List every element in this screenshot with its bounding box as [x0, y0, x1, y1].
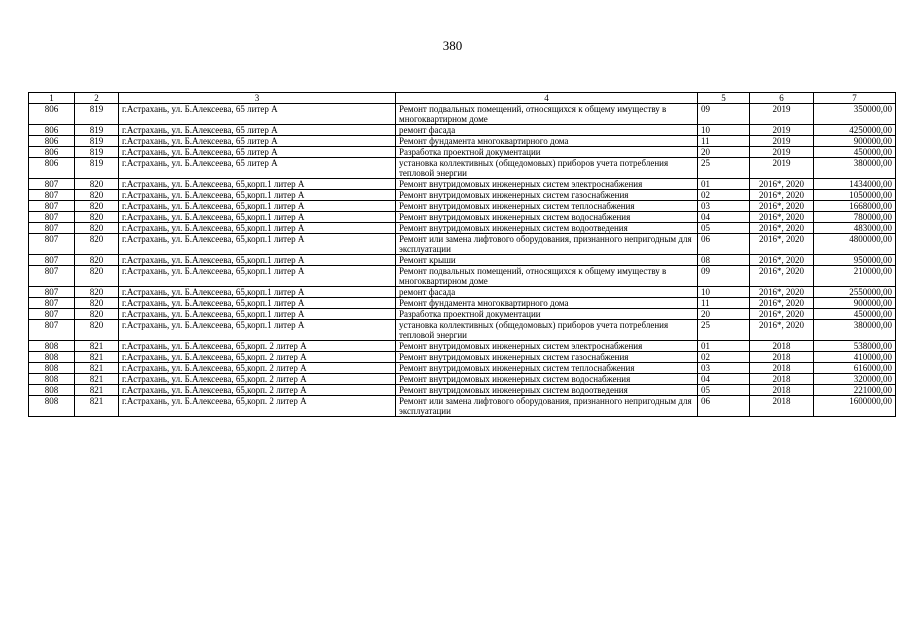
cell-year: 2018 — [750, 363, 814, 374]
table-row — [29, 104, 896, 125]
table-row — [29, 136, 896, 147]
cell-address: г.Астрахань, ул. Б.Алексеева, 65,корп. 2 литер А — [119, 374, 396, 385]
cell-id: 807 — [29, 287, 75, 298]
cell-id: 807 — [29, 179, 75, 190]
cell-work-type: Ремонт внутридомовых инженерных систем водоснабжения — [396, 374, 698, 385]
cell-work-code: 20 — [698, 147, 750, 158]
cell-cost: 950000,00 — [814, 255, 896, 266]
column-header: 2 — [75, 93, 119, 104]
cell-number: 820 — [75, 223, 119, 234]
column-header: 1 — [29, 93, 75, 104]
cell-cost: 538000,00 — [814, 341, 896, 352]
cell-year: 2016*, 2020 — [750, 190, 814, 201]
cell-work-type: Ремонт внутридомовых инженерных систем электроснабжения — [396, 341, 698, 352]
cell-address: г.Астрахань, ул. Б.Алексеева, 65,корп.1 литер А — [119, 320, 396, 341]
cell-address: г.Астрахань, ул. Б.Алексеева, 65,корп. 2 литер А — [119, 352, 396, 363]
cell-number: 821 — [75, 363, 119, 374]
cell-number: 820 — [75, 179, 119, 190]
cell-year: 2019 — [750, 125, 814, 136]
cell-year: 2016*, 2020 — [750, 320, 814, 341]
cell-work-code: 06 — [698, 396, 750, 417]
cell-number: 821 — [75, 352, 119, 363]
cell-number: 820 — [75, 298, 119, 309]
cell-number: 821 — [75, 374, 119, 385]
cell-work-type: Ремонт подвальных помещений, относящихся к общему имуществу в многоквартирном доме — [396, 104, 698, 125]
table-row — [29, 320, 896, 341]
cell-address: г.Астрахань, ул. Б.Алексеева, 65,корп.1 литер А — [119, 287, 396, 298]
cell-work-type: Ремонт или замена лифтового оборудования, признанного непригодным для эксплуатации — [396, 234, 698, 255]
column-header: 4 — [396, 93, 698, 104]
cell-address: г.Астрахань, ул. Б.Алексеева, 65,корп. 2 литер А — [119, 396, 396, 417]
cell-id: 808 — [29, 385, 75, 396]
cell-work-code: 25 — [698, 158, 750, 179]
cell-work-type: Ремонт внутридомовых инженерных систем теплоснабжения — [396, 363, 698, 374]
cell-work-code: 09 — [698, 266, 750, 287]
cell-work-code: 02 — [698, 352, 750, 363]
cell-work-type: Ремонт внутридомовых инженерных систем электроснабжения — [396, 179, 698, 190]
cell-address: г.Астрахань, ул. Б.Алексеева, 65 литер А — [119, 104, 396, 125]
cell-address: г.Астрахань, ул. Б.Алексеева, 65 литер А — [119, 125, 396, 136]
cell-id: 807 — [29, 223, 75, 234]
cell-address: г.Астрахань, ул. Б.Алексеева, 65,корп.1 литер А — [119, 223, 396, 234]
cell-id: 807 — [29, 309, 75, 320]
cell-id: 807 — [29, 212, 75, 223]
table-row — [29, 352, 896, 363]
cell-address: г.Астрахань, ул. Б.Алексеева, 65,корп.1 литер А — [119, 179, 396, 190]
table-row — [29, 374, 896, 385]
cell-work-code: 05 — [698, 385, 750, 396]
cell-work-type: Ремонт фундамента многоквартирного дома — [396, 298, 698, 309]
cell-number: 819 — [75, 158, 119, 179]
column-header: 6 — [750, 93, 814, 104]
cell-id: 808 — [29, 352, 75, 363]
cell-work-code: 02 — [698, 190, 750, 201]
cell-work-type: Ремонт или замена лифтового оборудования, признанного непригодным для эксплуатации — [396, 396, 698, 417]
cell-number: 820 — [75, 320, 119, 341]
cell-work-code: 10 — [698, 125, 750, 136]
cell-address: г.Астрахань, ул. Б.Алексеева, 65,корп. 2 литер А — [119, 341, 396, 352]
cell-cost: 1434000,00 — [814, 179, 896, 190]
cell-id: 807 — [29, 266, 75, 287]
cell-year: 2016*, 2020 — [750, 223, 814, 234]
cell-year: 2019 — [750, 158, 814, 179]
cell-work-code: 01 — [698, 341, 750, 352]
cell-cost: 450000,00 — [814, 147, 896, 158]
cell-id: 806 — [29, 147, 75, 158]
cell-work-code: 04 — [698, 374, 750, 385]
cell-year: 2019 — [750, 136, 814, 147]
cell-work-code: 03 — [698, 201, 750, 212]
table-row — [29, 125, 896, 136]
table-row — [29, 190, 896, 201]
cell-id: 807 — [29, 255, 75, 266]
cell-address: г.Астрахань, ул. Б.Алексеева, 65,корп. 2 литер А — [119, 363, 396, 374]
cell-cost: 4800000,00 — [814, 234, 896, 255]
cell-cost: 900000,00 — [814, 298, 896, 309]
cell-address: г.Астрахань, ул. Б.Алексеева, 65 литер А — [119, 147, 396, 158]
cell-year: 2016*, 2020 — [750, 287, 814, 298]
cell-id: 806 — [29, 136, 75, 147]
cell-cost: 900000,00 — [814, 136, 896, 147]
cell-number: 820 — [75, 287, 119, 298]
cell-address: г.Астрахань, ул. Б.Алексеева, 65,корп.1 литер А — [119, 201, 396, 212]
table-row — [29, 255, 896, 266]
cell-year: 2016*, 2020 — [750, 179, 814, 190]
table-row — [29, 385, 896, 396]
table-row — [29, 158, 896, 179]
cell-work-type: Ремонт внутридомовых инженерных систем водоотведения — [396, 385, 698, 396]
cell-id: 808 — [29, 341, 75, 352]
cell-id: 808 — [29, 396, 75, 417]
cell-work-code: 01 — [698, 179, 750, 190]
cell-number: 820 — [75, 309, 119, 320]
cell-cost: 380000,00 — [814, 158, 896, 179]
cell-work-code: 11 — [698, 136, 750, 147]
cell-number: 819 — [75, 147, 119, 158]
cell-year: 2019 — [750, 147, 814, 158]
column-header: 3 — [119, 93, 396, 104]
column-header: 7 — [814, 93, 896, 104]
cell-work-code: 03 — [698, 363, 750, 374]
cell-address: г.Астрахань, ул. Б.Алексеева, 65,корп.1 литер А — [119, 309, 396, 320]
cell-year: 2018 — [750, 385, 814, 396]
cell-work-type: Ремонт внутридомовых инженерных систем водоотведения — [396, 223, 698, 234]
cell-work-code: 20 — [698, 309, 750, 320]
cell-work-type: Разработка проектной документации — [396, 309, 698, 320]
cell-id: 806 — [29, 125, 75, 136]
cell-cost: 780000,00 — [814, 212, 896, 223]
cell-address: г.Астрахань, ул. Б.Алексеева, 65 литер А — [119, 158, 396, 179]
cell-cost: 1600000,00 — [814, 396, 896, 417]
cell-cost: 410000,00 — [814, 352, 896, 363]
cell-number: 819 — [75, 136, 119, 147]
table-row — [29, 147, 896, 158]
cell-cost: 616000,00 — [814, 363, 896, 374]
cell-work-code: 08 — [698, 255, 750, 266]
cell-year: 2019 — [750, 104, 814, 125]
cell-year: 2018 — [750, 352, 814, 363]
cell-address: г.Астрахань, ул. Б.Алексеева, 65,корп.1 литер А — [119, 255, 396, 266]
cell-cost: 1050000,00 — [814, 190, 896, 201]
cell-year: 2016*, 2020 — [750, 298, 814, 309]
cell-number: 821 — [75, 341, 119, 352]
cell-number: 821 — [75, 385, 119, 396]
cell-cost: 320000,00 — [814, 374, 896, 385]
cell-year: 2016*, 2020 — [750, 255, 814, 266]
cell-year: 2016*, 2020 — [750, 309, 814, 320]
cell-number: 820 — [75, 190, 119, 201]
cell-cost: 221000,00 — [814, 385, 896, 396]
cell-work-type: Ремонт внутридомовых инженерных систем газоснабжения — [396, 352, 698, 363]
cell-cost: 210000,00 — [814, 266, 896, 287]
cell-number: 819 — [75, 125, 119, 136]
cell-work-code: 04 — [698, 212, 750, 223]
cell-work-code: 05 — [698, 223, 750, 234]
cell-address: г.Астрахань, ул. Б.Алексеева, 65,корп.1 литер А — [119, 212, 396, 223]
cell-address: г.Астрахань, ул. Б.Алексеева, 65 литер А — [119, 136, 396, 147]
cell-id: 807 — [29, 201, 75, 212]
cell-number: 819 — [75, 104, 119, 125]
header-row — [29, 93, 896, 104]
table-body — [29, 104, 896, 417]
cell-id: 807 — [29, 298, 75, 309]
cell-year: 2016*, 2020 — [750, 234, 814, 255]
cell-number: 820 — [75, 266, 119, 287]
page-number: 380 — [442, 38, 463, 53]
cell-work-code: 10 — [698, 287, 750, 298]
cell-id: 806 — [29, 158, 75, 179]
cell-work-type: Разработка проектной документации — [396, 147, 698, 158]
cell-year: 2016*, 2020 — [750, 212, 814, 223]
cell-work-type: Ремонт крыши — [396, 255, 698, 266]
cell-year: 2018 — [750, 341, 814, 352]
cell-id: 807 — [29, 234, 75, 255]
cell-number: 820 — [75, 201, 119, 212]
cell-work-type: ремонт фасада — [396, 125, 698, 136]
cell-number: 820 — [75, 255, 119, 266]
cell-work-type: Ремонт внутридомовых инженерных систем газоснабжения — [396, 190, 698, 201]
cell-address: г.Астрахань, ул. Б.Алексеева, 65,корп.1 литер А — [119, 234, 396, 255]
cell-cost: 4250000,00 — [814, 125, 896, 136]
table-row — [29, 223, 896, 234]
cell-work-type: Ремонт подвальных помещений, относящихся к общему имуществу в многоквартирном доме — [396, 266, 698, 287]
cell-id: 806 — [29, 104, 75, 125]
cell-work-type: Ремонт внутридомовых инженерных систем водоснабжения — [396, 212, 698, 223]
cell-id: 808 — [29, 363, 75, 374]
table-row — [29, 298, 896, 309]
cell-year: 2016*, 2020 — [750, 201, 814, 212]
cell-id: 807 — [29, 190, 75, 201]
cell-work-type: установка коллективных (общедомовых) приборов учета потребления тепловой энергии — [396, 320, 698, 341]
cell-year: 2016*, 2020 — [750, 266, 814, 287]
cell-work-type: Ремонт внутридомовых инженерных систем теплоснабжения — [396, 201, 698, 212]
cell-work-type: установка коллективных (общедомовых) приборов учета потребления тепловой энергии — [396, 158, 698, 179]
cell-cost: 2550000,00 — [814, 287, 896, 298]
cell-id: 808 — [29, 374, 75, 385]
cell-work-code: 09 — [698, 104, 750, 125]
table-row — [29, 234, 896, 255]
table-row — [29, 287, 896, 298]
cell-cost: 380000,00 — [814, 320, 896, 341]
cell-address: г.Астрахань, ул. Б.Алексеева, 65,корп. 2 литер А — [119, 385, 396, 396]
cell-id: 807 — [29, 320, 75, 341]
cell-address: г.Астрахань, ул. Б.Алексеева, 65,корп.1 литер А — [119, 298, 396, 309]
cell-address: г.Астрахань, ул. Б.Алексеева, 65,корп.1 литер А — [119, 190, 396, 201]
column-header: 5 — [698, 93, 750, 104]
cell-work-code: 25 — [698, 320, 750, 341]
cell-work-code: 06 — [698, 234, 750, 255]
table-row — [29, 179, 896, 190]
cell-work-code: 11 — [698, 298, 750, 309]
cell-cost: 350000,00 — [814, 104, 896, 125]
table-row — [29, 212, 896, 223]
cell-cost: 450000,00 — [814, 309, 896, 320]
table-row — [29, 396, 896, 417]
cell-cost: 483000,00 — [814, 223, 896, 234]
cell-work-type: ремонт фасада — [396, 287, 698, 298]
cell-cost: 1668000,00 — [814, 201, 896, 212]
cell-work-type: Ремонт фундамента многоквартирного дома — [396, 136, 698, 147]
table-row — [29, 363, 896, 374]
cell-year: 2018 — [750, 396, 814, 417]
table-row — [29, 309, 896, 320]
table-row — [29, 201, 896, 212]
table-row — [29, 266, 896, 287]
cell-number: 820 — [75, 212, 119, 223]
table-row — [29, 341, 896, 352]
cell-number: 821 — [75, 396, 119, 417]
repair-program-table — [28, 92, 896, 417]
cell-address: г.Астрахань, ул. Б.Алексеева, 65,корп.1 литер А — [119, 266, 396, 287]
cell-number: 820 — [75, 234, 119, 255]
cell-year: 2018 — [750, 374, 814, 385]
